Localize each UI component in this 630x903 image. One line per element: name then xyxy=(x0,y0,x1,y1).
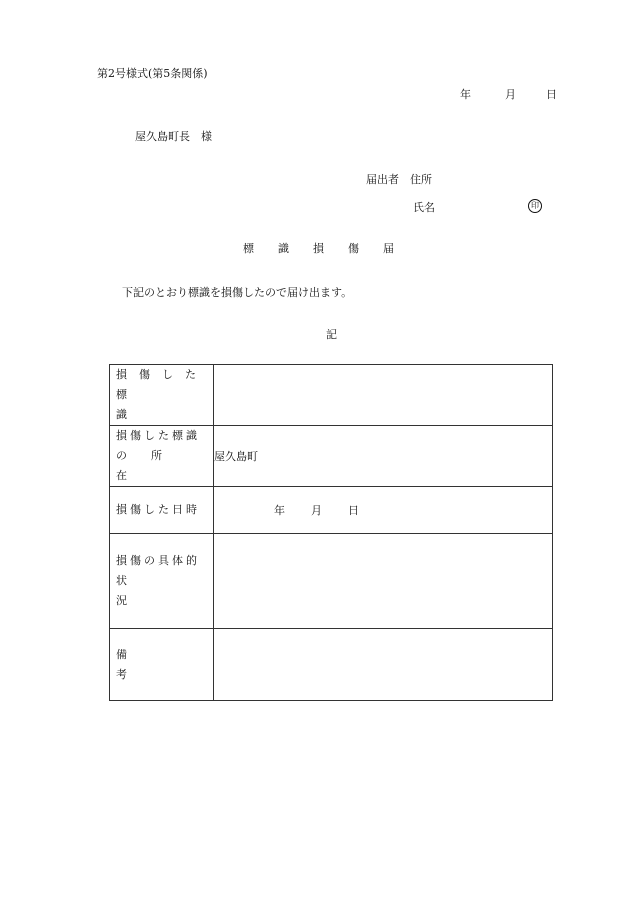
table-row xyxy=(110,426,553,487)
row-label-remarks xyxy=(110,629,214,701)
label-text: の所在 xyxy=(116,449,186,482)
label-line xyxy=(116,571,208,611)
row-label-damage-details xyxy=(110,534,214,629)
submitter-name-label: 氏名 xyxy=(413,201,435,214)
document-title: 標識損傷届 xyxy=(243,242,418,255)
damage-datetime-input[interactable] xyxy=(214,487,553,534)
table-row xyxy=(110,487,553,534)
damaged-sign-input[interactable] xyxy=(214,365,553,426)
row-label-damage-datetime xyxy=(110,487,214,534)
table-row xyxy=(110,534,553,629)
label-text: 標識 xyxy=(116,388,183,421)
label-text: 損傷の具体的 xyxy=(116,554,200,567)
label-text: 備考 xyxy=(116,647,183,681)
sign-location-input[interactable]: 屋久島町 xyxy=(214,426,553,487)
lead-text: 下記のとおり標識を損傷したので届け出ます。 xyxy=(122,286,353,299)
label-text: 状況 xyxy=(116,574,183,607)
date-day: 日 xyxy=(546,88,557,101)
label-text: 損傷した標識 xyxy=(116,429,200,442)
addressee: 屋久島町長 様 xyxy=(135,130,212,143)
date-month: 月 xyxy=(505,88,516,101)
label-line xyxy=(116,446,208,486)
seal-mark: 印 xyxy=(528,199,542,213)
datetime-year: 年 xyxy=(274,504,285,517)
label-text: 損傷した日時 xyxy=(116,503,200,516)
ki-heading: 記 xyxy=(326,328,337,341)
label-line xyxy=(116,500,208,520)
label-line xyxy=(116,426,208,446)
form-number: 第2号様式(第5条関係) xyxy=(97,67,208,80)
damage-details-input[interactable] xyxy=(214,534,553,629)
date-year: 年 xyxy=(460,88,471,101)
row-label-damaged-sign xyxy=(110,365,214,426)
datetime-fields xyxy=(214,502,552,518)
label-line xyxy=(116,551,208,571)
label-line xyxy=(116,385,208,425)
datetime-day: 日 xyxy=(348,504,359,517)
label-line xyxy=(116,645,208,685)
table-row xyxy=(110,629,553,701)
row-label-sign-location xyxy=(110,426,214,487)
label-line xyxy=(116,365,208,385)
label-text: 損傷した xyxy=(116,368,208,381)
remarks-input[interactable] xyxy=(214,629,553,701)
damage-report-table xyxy=(109,364,553,701)
table-row xyxy=(110,365,553,426)
submitter-address-label: 届出者 住所 xyxy=(366,173,432,186)
datetime-month: 月 xyxy=(311,504,322,517)
submission-date xyxy=(460,88,557,102)
